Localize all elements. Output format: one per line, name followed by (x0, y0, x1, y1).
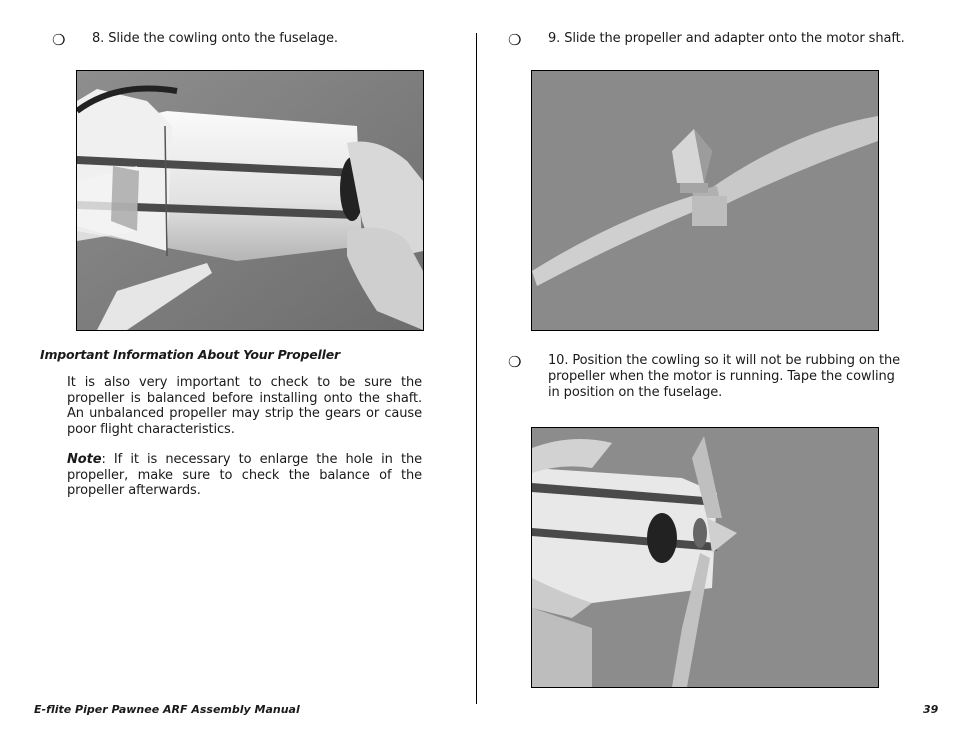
step-8-checkbox[interactable]: ❍ (52, 31, 66, 49)
column-divider (476, 33, 477, 704)
step-10-checkbox[interactable]: ❍ (508, 353, 522, 371)
photo-cowling-positioned (531, 427, 879, 688)
photo-propeller-and-adapter (531, 70, 879, 331)
propeller-balance-paragraph: It is also very important to check to be sure the propeller is balanced before installing onto the shaft. An unbalanced propeller may strip the gears or cause poor flight characteristics. (67, 375, 422, 437)
note-text: : If it is necessary to enlarge the hole in the propeller, make sure to check the balance of the propeller afterwards. (67, 452, 422, 498)
page-number: 39 (923, 703, 939, 716)
note-paragraph (67, 452, 422, 499)
step-8-text: 8. Slide the cowling onto the fuselage. (92, 31, 338, 46)
step-10-text: 10. Position the cowling so it will not be rubbing on the propeller when the motor is running. Tape the cowling in position on the fuselage. (548, 353, 900, 400)
step-9-text: 9. Slide the propeller and adapter onto the motor shaft. (548, 31, 905, 46)
step-9-checkbox[interactable]: ❍ (508, 31, 522, 49)
note-label: Note (67, 452, 102, 467)
section-heading: Important Information About Your Propeller (40, 347, 340, 362)
footer-title: E-flite Piper Pawnee ARF Assembly Manual (34, 703, 300, 716)
photo-cowling-on-fuselage (76, 70, 424, 331)
